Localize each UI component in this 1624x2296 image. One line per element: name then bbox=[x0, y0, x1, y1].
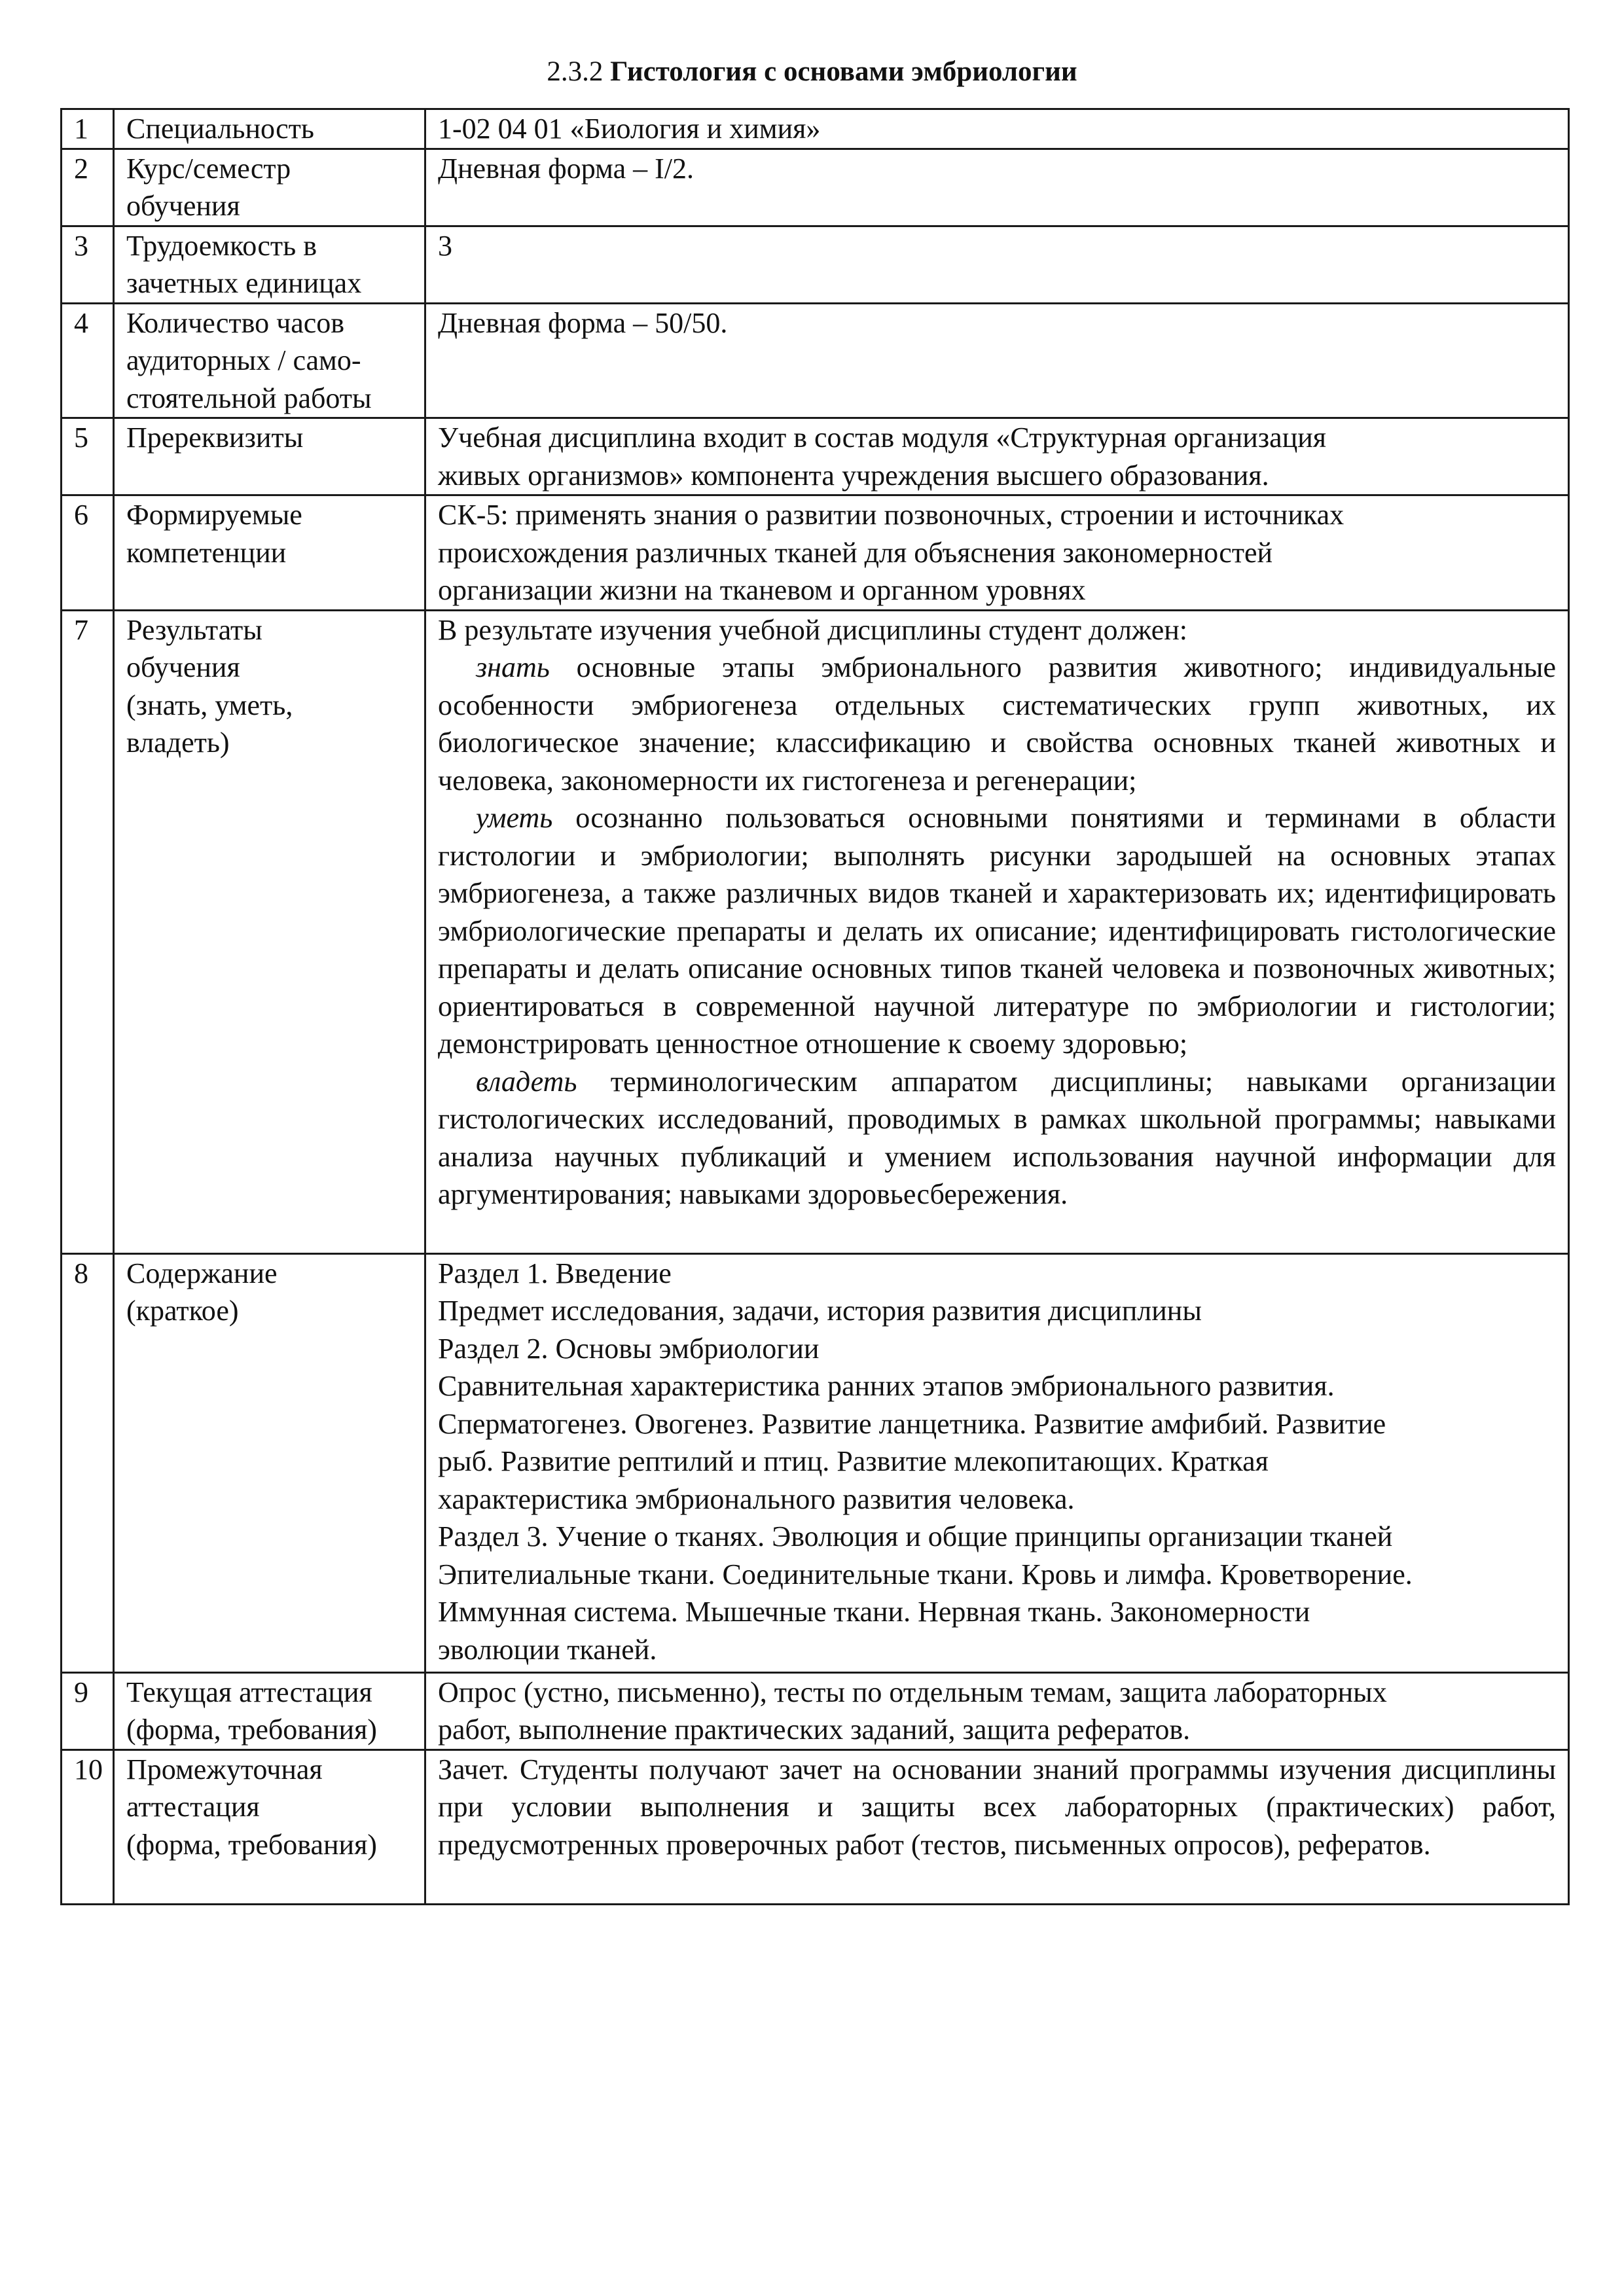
row-number: 5 bbox=[62, 418, 114, 495]
row-content: Учебная дисциплина входит в состав модуля «Структурная организация живых организмов» компонента учреждения высшего образования. bbox=[425, 418, 1569, 495]
row-content: Опрос (устно, письменно), тесты по отдельным темам, защита лабораторных работ, выполнение практических заданий, защита рефератов. bbox=[425, 1672, 1569, 1749]
table-row bbox=[62, 610, 1569, 1253]
row-number: 9 bbox=[62, 1672, 114, 1749]
row-number: 8 bbox=[62, 1253, 114, 1672]
row-number: 1 bbox=[62, 109, 114, 149]
row-number: 2 bbox=[62, 149, 114, 226]
table-row bbox=[62, 1749, 1569, 1904]
row-label: Формируемые компетенции bbox=[114, 495, 425, 611]
row-number: 3 bbox=[62, 226, 114, 303]
row-content: 3 bbox=[425, 226, 1569, 303]
row-label: Курс/семестр обучения bbox=[114, 149, 425, 226]
document-title bbox=[0, 55, 1624, 89]
row-number: 7 bbox=[62, 610, 114, 1253]
table-row bbox=[62, 226, 1569, 303]
row-label: Результаты обучения (знать, уметь, владеть) bbox=[114, 610, 425, 1253]
table-row bbox=[62, 109, 1569, 149]
row-number: 10 bbox=[62, 1749, 114, 1904]
row-content: Зачет. Студенты получают зачет на основании знаний программы изучения дисциплины при условии выполнения и защиты всех лабораторных (практических) работ, предусмотренных проверочных работ (тестов, письменных опросов), рефератов. bbox=[425, 1749, 1569, 1904]
learning-outcomes-intro: В результате изучения учебной дисциплины студент должен: bbox=[438, 613, 1188, 646]
row-content: Дневная форма – I/2. bbox=[425, 149, 1569, 226]
table-row bbox=[62, 1253, 1569, 1672]
outcome-can: уметь осознанно пользоваться основными понятиями и терминами в области гистологии и эмбриологии; выполнять рисунки зародышей на основных этапах эмбриогенеза, а также различных видов тканей и характеризовать их; идентифицировать эмбриологические препараты и делать их описание; идентифицировать гистологические препараты и делать описание основных типов тканей человека и позвоночных животных; ориентироваться в современной научной литературе по эмбриологии и гистологии; демонстрировать ценностное отношение к своему здоровью; bbox=[438, 802, 1556, 1060]
outcome-know: знать основные этапы эмбрионального развития животного; индивидуальные особенности эмбриогенеза отдельных систематических групп животных, их биологическое значение; классификацию и свойства основных тканей животных и человека, закономерности их гистогенеза и регенерации; bbox=[438, 651, 1556, 797]
table-row bbox=[62, 495, 1569, 611]
row-label: Специальность bbox=[114, 109, 425, 149]
row-content: Дневная форма – 50/50. bbox=[425, 303, 1569, 418]
discipline-table bbox=[60, 108, 1570, 1905]
table-row bbox=[62, 1672, 1569, 1749]
row-number: 6 bbox=[62, 495, 114, 611]
discipline-title: Гистология с основами эмбриологии bbox=[610, 56, 1077, 87]
table-row bbox=[62, 418, 1569, 495]
row-label: Текущая аттестация (форма, требования) bbox=[114, 1672, 425, 1749]
row-label: Трудоемкость в зачетных единицах bbox=[114, 226, 425, 303]
row-number: 4 bbox=[62, 303, 114, 418]
row-label: Пререквизиты bbox=[114, 418, 425, 495]
table-row bbox=[62, 303, 1569, 418]
table-row bbox=[62, 149, 1569, 226]
row-content: СК-5: применять знания о развитии позвоночных, строении и источниках происхождения различных тканей для объяснения закономерностей организации жизни на тканевом и органном уровнях bbox=[425, 495, 1569, 611]
outcome-own: владеть терминологическим аппаратом дисциплины; навыками организации гистологических исследований, проводимых в рамках школьной программы; навыками анализа научных публикаций и умением использования научной информации для аргументирования; навыками здоровьесбережения. bbox=[438, 1065, 1557, 1210]
row-label: Промежуточная аттестация (форма, требования) bbox=[114, 1749, 425, 1904]
row-content bbox=[425, 610, 1569, 1253]
section-number: 2.3.2 bbox=[547, 56, 604, 87]
row-label: Содержание (краткое) bbox=[114, 1253, 425, 1672]
row-label: Количество часов аудиторных / само- стоятельной работы bbox=[114, 303, 425, 418]
row-content: 1-02 04 01 «Биология и химия» bbox=[425, 109, 1569, 149]
row-content: Раздел 1. Введение Предмет исследования, задачи, история развития дисциплины Раздел 2. Основы эмбриологии Сравнительная характеристика ранних этапов эмбрионального развития. Сперматогенез. Овогенез. Развитие ланцетника. Развитие амфибий. Развитие рыб. Развитие рептилий и птиц. Развитие млекопитающих. Краткая характеристика эмбрионального развития человека. Раздел 3. Учение о тканях. Эволюция и общие принципы организации тканей Эпителиальные ткани. Соединительные ткани. Кровь и лимфа. Кроветворение. Иммунная система. Мышечные ткани. Нервная ткань. Закономерности эволюции тканей. bbox=[425, 1253, 1569, 1672]
